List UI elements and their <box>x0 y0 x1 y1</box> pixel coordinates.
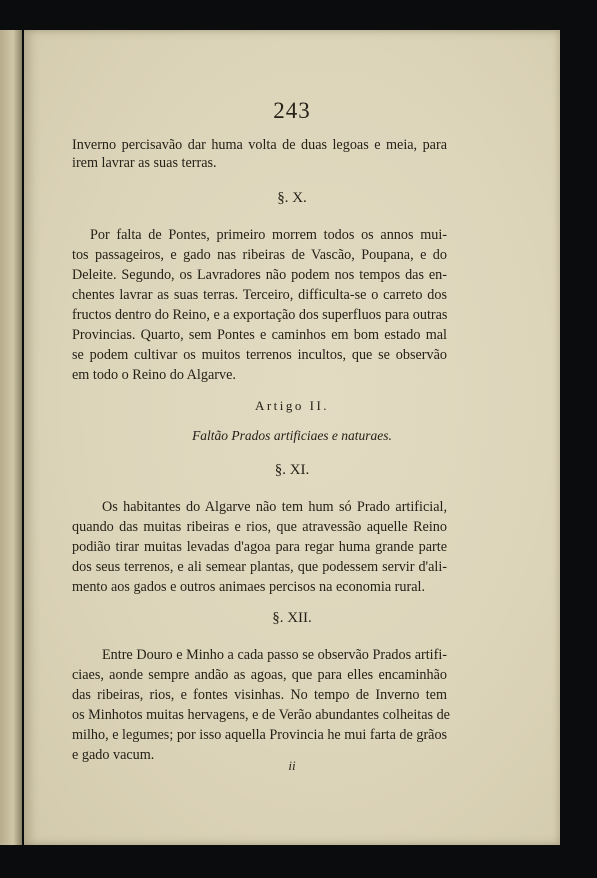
article-subtitle: Faltão Prados artificiaes e naturaes. <box>192 428 392 443</box>
text-line: Por falta de Pontes, primeiro morrem todos os annos mui- <box>90 227 447 243</box>
text-line: tos passageiros, e gado nas ribeiras de Vascão, Poupana, e do <box>72 247 447 263</box>
section-heading-x: §. X. <box>277 190 307 206</box>
text-line: se podem cultivar os muitos terrenos incultos, que se observão <box>72 347 447 363</box>
text-line: podião tirar muitas levadas d'agoa para regar huma grande parte <box>72 539 447 555</box>
text-line: Entre Douro e Minho a cada passo se observão Prados artifi- <box>102 647 447 663</box>
text-line: Os habitantes do Algarve não tem hum só Prado artificial, <box>102 499 447 515</box>
text-line: irem lavrar as suas terras. <box>72 155 217 171</box>
text-line: mento aos gados e outros animaes percisos na economia rural. <box>72 579 426 595</box>
text-line: os Minhotos muitas hervagens, e de Verão abundantes colheitas de <box>72 707 450 723</box>
text-line: Provincias. Quarto, sem Pontes e caminhos em bom estado mal <box>72 327 447 343</box>
text-line: quando das muitas ribeiras e rios, que atravessão aquelle Reino <box>72 519 447 535</box>
text-line: fructos dentro do Reino, e a exportação dos superfluos para outras <box>72 307 448 323</box>
text-line: em todo o Reino do Algarve. <box>72 367 236 383</box>
printer-signature: ii <box>288 758 296 773</box>
section-heading-xii: §. XII. <box>272 610 312 626</box>
text-line: Inverno percisavão dar huma volta de duas legoas e meia, para <box>72 137 447 153</box>
text-line: dos seus terrenos, e ali semear plantas, que podessem servir d'ali- <box>72 559 447 575</box>
text-line: das ribeiras, rios, e fontes visinhas. No tempo de Inverno tem <box>72 687 447 703</box>
text-line: milho, e legumes; por isso aquella Provincia he mui farta de grãos <box>72 727 448 743</box>
text-line: Deleite. Segundo, os Lavradores não podem nos tempos das en- <box>72 267 447 283</box>
book-page <box>24 30 560 845</box>
article-heading: Artigo II. <box>254 398 330 413</box>
section-heading-xi: §. XI. <box>274 462 310 478</box>
text-line: chentes lavrar as suas terras. Terceiro, difficulta-se o carreto dos <box>72 287 447 303</box>
page-number: 243 <box>273 98 311 123</box>
adjacent-page-edge <box>0 30 22 845</box>
text-line: e gado vacum. <box>72 747 155 763</box>
text-line: ciaes, aonde sempre andão as agoas, que para elles encaminhão <box>72 667 447 683</box>
